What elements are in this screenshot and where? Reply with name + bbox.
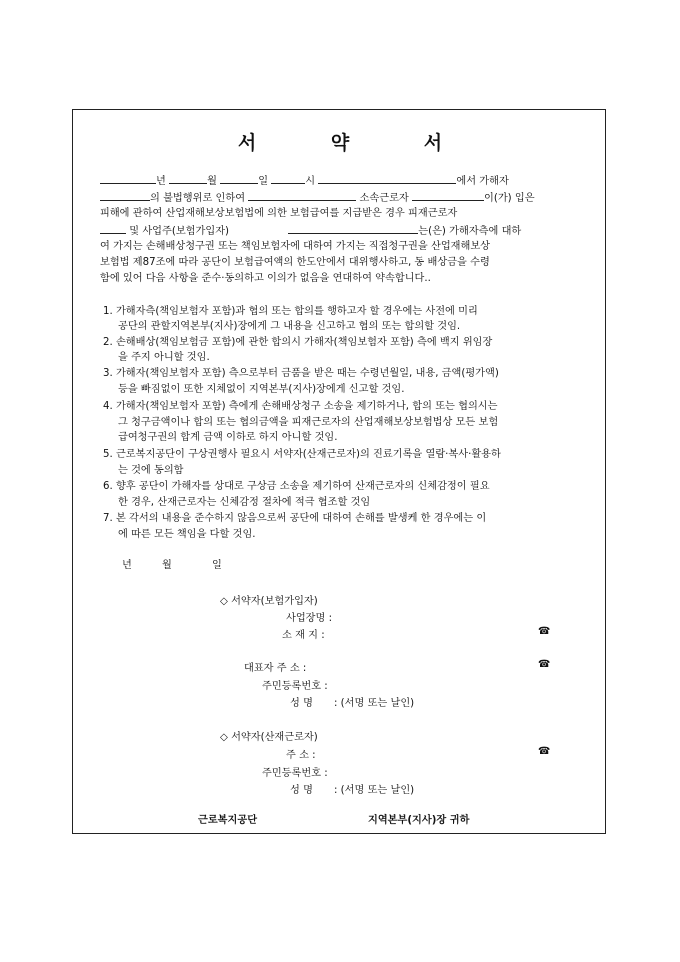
intro-year: 년 [156,176,166,187]
list-item-cont: 는 것에 동의함 [118,465,184,476]
footer-recipient: 지역본부(지사)장 귀하 [368,815,470,826]
phone-icon: ☎ [538,659,551,670]
intro-line-5: 여 가지는 손해배상청구권 또는 책임보험자에 대하여 가지는 직접청구권을 산업재해보상 [100,241,491,252]
intro-text: 이(가) 입은 [484,193,535,204]
employer-rep-address: 대표자 주 소 : [244,663,307,674]
list-item-cont: 한 경우, 산재근로자는 신체감정 절차에 적극 협조할 것임 [118,497,371,508]
blank-employer[interactable] [288,224,418,234]
employer-rep-name-value: : (서명 또는 날인) [334,698,415,709]
date-year: 년 [122,560,132,571]
blank-injured[interactable] [100,224,126,234]
employer-heading: ◇ 서약자(보험가입자) [220,596,318,607]
intro-offender-label: 에서 가해자 [456,176,509,187]
worker-name-label: 성 명 [290,785,313,796]
blank-hour[interactable] [271,174,305,184]
date-day: 일 [212,560,222,571]
worker-id: 주민등록번호 : [262,768,328,779]
blank-worker[interactable] [412,191,484,201]
intro-text: 의 불법행위로 인하여 [150,193,246,204]
list-item-cont: 등을 빠짐없이 또한 지체없이 지역본부(지사)장에게 신고할 것임. [118,384,405,395]
intro-text: 소속근로자 [359,193,409,204]
phone-icon: ☎ [538,746,551,757]
worker-heading: ◇ 서약자(산재근로자) [220,732,318,743]
document-title: 서 약 서 [237,132,477,154]
list-item: 6. 향후 공단이 가해자를 상대로 구상금 소송을 제기하여 산재근로자의 신체감정이 필요 [103,481,490,492]
phone-icon: ☎ [538,626,551,637]
footer-agency: 근로복지공단 [198,815,258,826]
list-item-cont: 에 따른 모든 책임을 다할 것임. [118,529,256,540]
intro-text: 및 사업주(보험가입자) [129,226,230,237]
list-item-cont: 급여청구권의 합계 금액 이하로 하지 아니할 것임. [118,432,338,443]
worker-address: 주 소 : [286,750,316,761]
list-item: 3. 가해자(책임보험자 포함) 측으로부터 금품을 받은 때는 수령년월일, 내용, 금액(평가액) [103,368,499,379]
list-item-cont: 공단의 관할지역본부(지사)장에게 그 내용을 신고하고 협의 또는 합의할 것임. [118,321,461,332]
intro-month: 월 [207,176,217,187]
employer-rep-id: 주민등록번호 : [262,681,328,692]
blank-month[interactable] [169,174,207,184]
list-item: 2. 손해배상(책임보험금 포함)에 관한 합의시 가해자(책임보험자 포함) 측에 백지 위임장 [103,337,493,348]
intro-hour: 시 [305,176,316,187]
intro-line-1 [100,174,509,188]
intro-line-7: 함에 있어 다음 사항을 준수·동의하고 이의가 없음을 연대하여 약속합니다.. [100,273,431,284]
employer-rep-name-label: 성 명 [290,698,313,709]
list-item: 1. 가해자측(책임보험자 포함)과 협의 또는 합의를 행하고자 할 경우에는 사전에 미리 [103,306,478,317]
date-month: 월 [162,560,172,571]
intro-line-3: 피해에 관하여 산업재해보상보험법에 의한 보험급여를 지급받은 경우 피재근로자 [100,208,458,219]
intro-day: 일 [258,176,269,187]
list-item: 5. 근로복지공단이 구상권행사 필요시 서약자(산재근로자)의 진료기록을 열람·복사·활용하 [103,449,501,460]
blank-place[interactable] [100,174,156,184]
worker-name-value: : (서명 또는 날인) [334,785,415,796]
blank-day[interactable] [220,174,258,184]
intro-line-2 [100,191,535,205]
blank-location[interactable] [318,174,456,184]
intro-line-6: 보험법 제87조에 따라 공단이 보험급여액의 한도안에서 대위행사하고, 동 배상금을 수령 [100,257,490,268]
blank-company[interactable] [248,191,356,201]
intro-text: 는(은) 가해자측에 대하 [418,226,522,237]
blank-offender[interactable] [100,191,150,201]
list-item: 7. 본 각서의 내용을 준수하지 않음으로써 공단에 대하여 손해를 발생케 한 경우에는 이 [103,513,487,524]
intro-line-4 [100,224,521,238]
list-item-cont: 을 주지 아니할 것임. [118,352,210,363]
employer-location: 소 재 지 : [282,630,325,641]
list-item-cont: 그 청구금액이나 합의 또는 협의금액을 피재근로자의 산업재해보상보험법상 모든 보험 [118,417,499,428]
list-item: 4. 가해자(책임보험자 포함) 측에게 손해배상청구 소송을 제기하거나, 합의 또는 협의시는 [103,401,498,412]
employer-business-name: 사업장명 : [286,613,333,624]
